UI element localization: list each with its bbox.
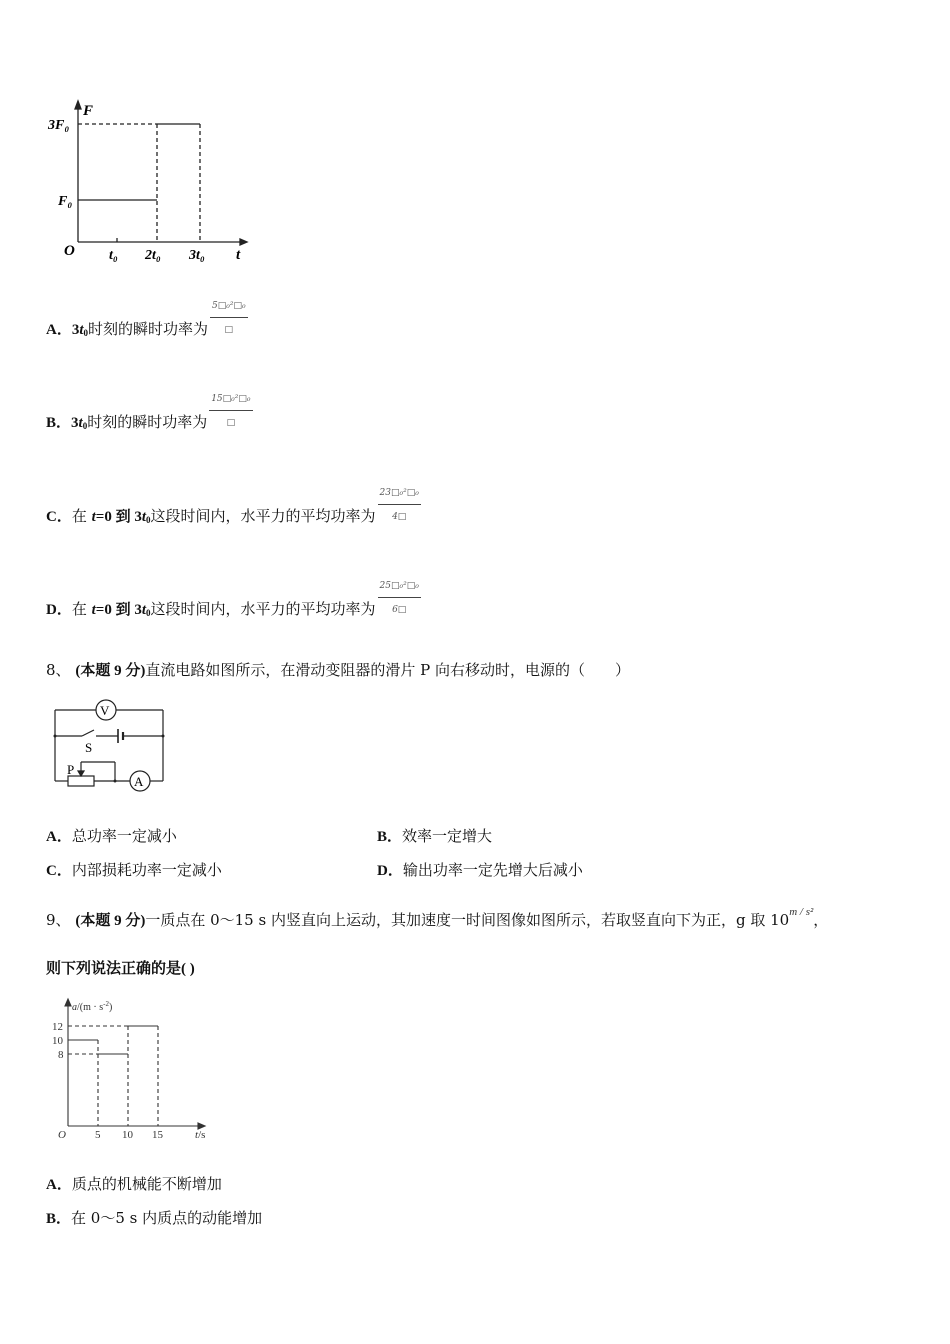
var-t: t	[91, 602, 96, 618]
question-text: 一质点在 0～15 s 内竖直向上运动，其加速度一时间图像如图所示，若取竖直向下为正，g 取 10	[145, 911, 790, 929]
option-text: 这段时间内，水平力的平均功率为	[150, 600, 376, 618]
coef: 3	[71, 322, 80, 338]
option-text: 内部损耗功率一定减小	[71, 861, 222, 879]
question-score: (本题 9 分)	[75, 663, 146, 679]
option-label: C．	[46, 863, 72, 879]
var-t: t	[78, 415, 83, 431]
x-tick-15: 15	[152, 1129, 163, 1141]
option-label: C．	[46, 509, 72, 525]
slider-label: P	[67, 762, 75, 777]
option-text-pre: 在	[71, 600, 92, 618]
question-number: 9、	[46, 911, 71, 929]
q8-option-c[interactable]	[46, 860, 222, 881]
equation: =0 到 3	[95, 602, 142, 618]
option-label: B．	[46, 415, 72, 431]
option-text: 在 0～5 s 内质点的动能增加	[71, 1209, 263, 1227]
var-t: t	[79, 322, 84, 338]
x-axis-label: t	[236, 247, 241, 263]
option-text: 这段时间内，水平力的平均功率为	[150, 507, 376, 525]
subscript: 0	[82, 421, 88, 431]
y-axis-label: $a/(m \cdot s^{-2})$	[72, 1000, 113, 1013]
x-tick-5: 5	[95, 1129, 101, 1141]
fraction-denominator: □	[226, 418, 236, 428]
voltmeter-label: V	[100, 703, 110, 718]
q7-option-a[interactable]	[46, 301, 248, 352]
var-t: t	[141, 509, 147, 525]
question-text: 直流电路如图所示，在滑动变阻器的滑片 P 向右移动时，电源的（ ）	[145, 661, 630, 679]
fraction-denominator: □	[224, 325, 234, 335]
option-label: A．	[46, 829, 72, 845]
x-axis-label: t/s	[195, 1129, 206, 1141]
q7-option-b[interactable]	[46, 394, 253, 445]
option-label: D．	[46, 602, 72, 618]
q8-option-d[interactable]	[377, 860, 583, 881]
option-text: 时刻的瞬时功率为	[88, 320, 209, 338]
origin-label: O	[64, 243, 75, 259]
subscript: 0	[146, 515, 151, 525]
q8-stem	[46, 659, 630, 680]
force-time-graph	[40, 95, 260, 270]
option-text-pre: 在	[71, 507, 92, 525]
q9-option-b[interactable]	[46, 1208, 262, 1229]
y-axis-label: F	[83, 103, 94, 119]
subscript: 0	[146, 608, 151, 618]
fraction-numerator: 5□₀²□₀	[210, 296, 248, 318]
option-label: A．	[46, 1177, 72, 1193]
subscript: 0	[83, 328, 89, 338]
option-text: 总功率一定减小	[71, 827, 177, 845]
fraction	[378, 576, 421, 620]
y-tick-8: 8	[58, 1049, 64, 1061]
q9-option-a[interactable]	[46, 1174, 222, 1195]
y-tick-F0: F₀	[58, 194, 73, 209]
question-number: 8、	[46, 661, 71, 679]
coef: 3	[71, 415, 79, 431]
var-t: t	[141, 602, 147, 618]
fraction-denominator: 4□	[392, 512, 407, 522]
option-label: D．	[377, 863, 403, 879]
q9-stem	[46, 906, 828, 930]
equation: =0 到 3	[95, 509, 142, 525]
y-tick-12: 12	[52, 1021, 63, 1033]
unit-superscript: m / s²	[789, 906, 814, 918]
fraction-numerator: 23□₀²□₀	[378, 483, 421, 505]
fraction-numerator: 15□₀²□₀	[209, 389, 252, 411]
option-text: 时刻的瞬时功率为	[87, 413, 208, 431]
fraction-numerator: 25□₀²□₀	[378, 576, 421, 598]
fraction	[209, 389, 252, 433]
fraction-denominator: 6□	[392, 605, 407, 615]
stem-end: ，	[813, 911, 829, 929]
var-t: t	[91, 509, 96, 525]
x-tick-t0: t₀	[109, 248, 118, 263]
q9-stem-line2	[46, 957, 195, 978]
fraction	[378, 483, 421, 527]
question-text-2: 则下列说法正确的是( )	[46, 961, 195, 977]
q8-option-b[interactable]	[377, 826, 492, 847]
x-tick-2t0: 2t₀	[145, 248, 161, 263]
y-tick-10: 10	[52, 1035, 63, 1047]
acceleration-time-graph	[40, 990, 220, 1145]
option-text: 输出功率一定先增大后减小	[402, 861, 583, 879]
option-label: B．	[377, 829, 403, 845]
origin-label: O	[58, 1129, 66, 1141]
option-text: 效率一定增大	[402, 827, 493, 845]
question-score: (本题 9 分)	[75, 913, 146, 929]
q7-option-c[interactable]	[46, 488, 421, 539]
q8-option-a[interactable]	[46, 826, 177, 847]
option-label: B．	[46, 1211, 72, 1227]
x-tick-10: 10	[122, 1129, 133, 1141]
option-label: A．	[46, 322, 72, 338]
switch-label: S	[85, 740, 93, 755]
ammeter-label: A	[134, 774, 144, 789]
q7-option-d[interactable]	[46, 581, 421, 632]
fraction	[210, 296, 248, 340]
y-tick-3F0: 3F₀	[48, 118, 70, 133]
option-text: 质点的机械能不断增加	[71, 1175, 222, 1193]
x-tick-3t0: 3t₀	[189, 248, 205, 263]
circuit-diagram	[40, 695, 180, 795]
